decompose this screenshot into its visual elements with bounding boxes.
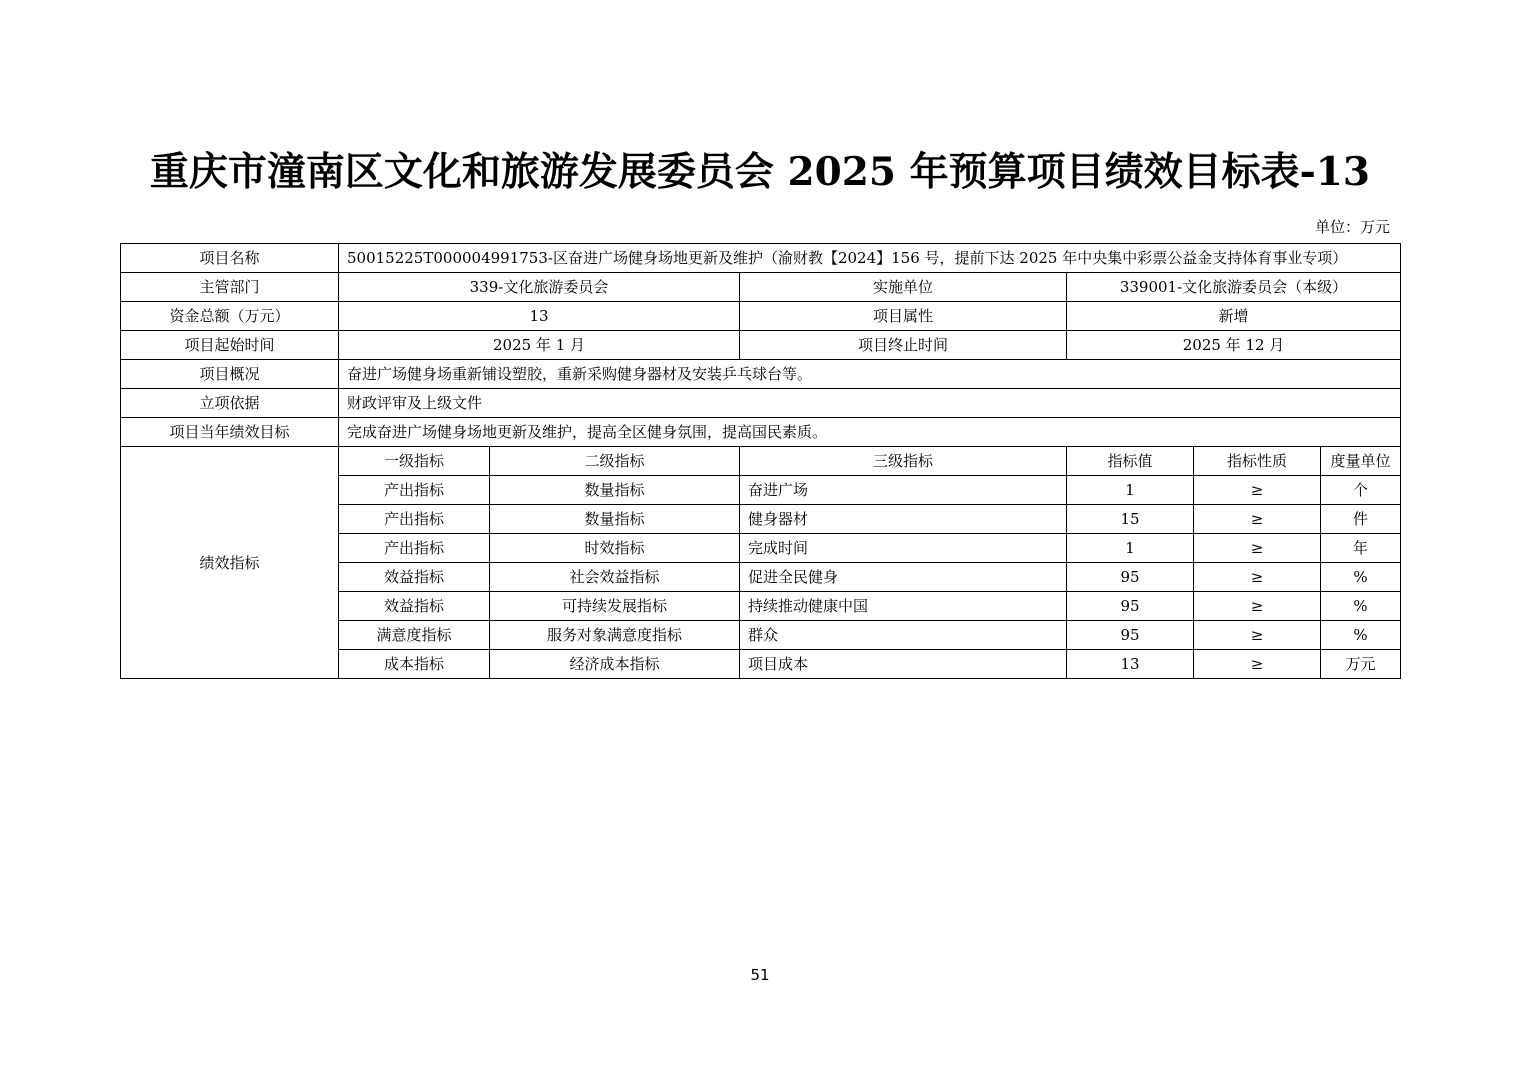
indicator-value: 13 [1067, 650, 1194, 679]
indicator-level2: 时效指标 [490, 534, 740, 563]
row-basis [121, 389, 1401, 418]
page-title: 重庆市潼南区文化和旅游发展委员会 2025 年预算项目绩效目标表-13 [149, 149, 1371, 195]
indicator-value: 15 [1067, 505, 1194, 534]
indicator-level1: 效益指标 [339, 563, 490, 592]
indicator-unit: % [1321, 621, 1401, 650]
overview-value: 奋进广场健身场重新铺设塑胶，重新采购健身器材及安装乒乓球台等。 [339, 360, 1401, 389]
header-nature: 指标性质 [1194, 447, 1321, 476]
project-attribute-value: 新增 [1067, 302, 1401, 331]
indicator-level1: 成本指标 [339, 650, 490, 679]
implementing-unit-value: 339001-文化旅游委员会（本级） [1067, 273, 1401, 302]
indicator-nature: ≥ [1194, 563, 1321, 592]
indicator-nature: ≥ [1194, 621, 1321, 650]
indicator-value: 95 [1067, 621, 1194, 650]
indicator-level2: 经济成本指标 [490, 650, 740, 679]
indicator-level1: 产出指标 [339, 534, 490, 563]
basis-value: 财政评审及上级文件 [339, 389, 1401, 418]
indicator-nature: ≥ [1194, 476, 1321, 505]
header-value: 指标值 [1067, 447, 1194, 476]
indicator-unit: 个 [1321, 476, 1401, 505]
row-project-name [121, 244, 1401, 273]
indicator-unit: 年 [1321, 534, 1401, 563]
indicator-level2: 可持续发展指标 [490, 592, 740, 621]
indicator-level2: 社会效益指标 [490, 563, 740, 592]
indicator-level3: 项目成本 [740, 650, 1067, 679]
indicator-level3: 健身器材 [740, 505, 1067, 534]
header-level1: 一级指标 [339, 447, 490, 476]
indicator-nature: ≥ [1194, 505, 1321, 534]
project-attribute-label: 项目属性 [740, 302, 1067, 331]
indicator-level1: 效益指标 [339, 592, 490, 621]
start-time-value: 2025 年 1 月 [339, 331, 740, 360]
indicator-header-row [121, 447, 1401, 476]
indicator-level2: 数量指标 [490, 476, 740, 505]
indicator-value: 1 [1067, 476, 1194, 505]
start-time-label: 项目起始时间 [121, 331, 339, 360]
indicator-unit: 件 [1321, 505, 1401, 534]
overview-label: 项目概况 [121, 360, 339, 389]
indicator-level1: 产出指标 [339, 505, 490, 534]
unit-label: 单位：万元 [1314, 218, 1390, 236]
indicator-level1: 满意度指标 [339, 621, 490, 650]
indicator-nature: ≥ [1194, 534, 1321, 563]
indicator-level1: 产出指标 [339, 476, 490, 505]
header-level2: 二级指标 [490, 447, 740, 476]
indicator-level2: 服务对象满意度指标 [490, 621, 740, 650]
indicator-unit: 万元 [1321, 650, 1401, 679]
annual-goal-label: 项目当年绩效目标 [121, 418, 339, 447]
funds-label: 资金总额（万元） [121, 302, 339, 331]
indicators-label: 绩效指标 [121, 447, 339, 679]
header-unit: 度量单位 [1321, 447, 1401, 476]
end-time-label: 项目终止时间 [740, 331, 1067, 360]
project-name-value: 50015225T000004991753-区奋进广场健身场地更新及维护（渝财教【2024】156 号，提前下达 2025 年中央集中彩票公益金支持体育事业专项） [339, 244, 1401, 273]
indicator-value: 1 [1067, 534, 1194, 563]
indicator-level3: 群众 [740, 621, 1067, 650]
indicator-level3: 完成时间 [740, 534, 1067, 563]
performance-table [120, 243, 1401, 679]
indicator-level3: 促进全民健身 [740, 563, 1067, 592]
project-name-label: 项目名称 [121, 244, 339, 273]
indicator-nature: ≥ [1194, 650, 1321, 679]
header-level3: 三级指标 [740, 447, 1067, 476]
department-label: 主管部门 [121, 273, 339, 302]
indicator-unit: % [1321, 563, 1401, 592]
implementing-unit-label: 实施单位 [740, 273, 1067, 302]
page-number: 51 [750, 966, 770, 984]
indicator-value: 95 [1067, 563, 1194, 592]
indicator-value: 95 [1067, 592, 1194, 621]
indicator-nature: ≥ [1194, 592, 1321, 621]
indicator-level3: 持续推动健康中国 [740, 592, 1067, 621]
row-dates [121, 331, 1401, 360]
indicator-level2: 数量指标 [490, 505, 740, 534]
row-department [121, 273, 1401, 302]
department-value: 339-文化旅游委员会 [339, 273, 740, 302]
end-time-value: 2025 年 12 月 [1067, 331, 1401, 360]
row-annual-goal [121, 418, 1401, 447]
row-overview [121, 360, 1401, 389]
funds-value: 13 [339, 302, 740, 331]
indicator-level3: 奋进广场 [740, 476, 1067, 505]
indicator-unit: % [1321, 592, 1401, 621]
row-funds [121, 302, 1401, 331]
annual-goal-value: 完成奋进广场健身场地更新及维护，提高全区健身氛围，提高国民素质。 [339, 418, 1401, 447]
basis-label: 立项依据 [121, 389, 339, 418]
